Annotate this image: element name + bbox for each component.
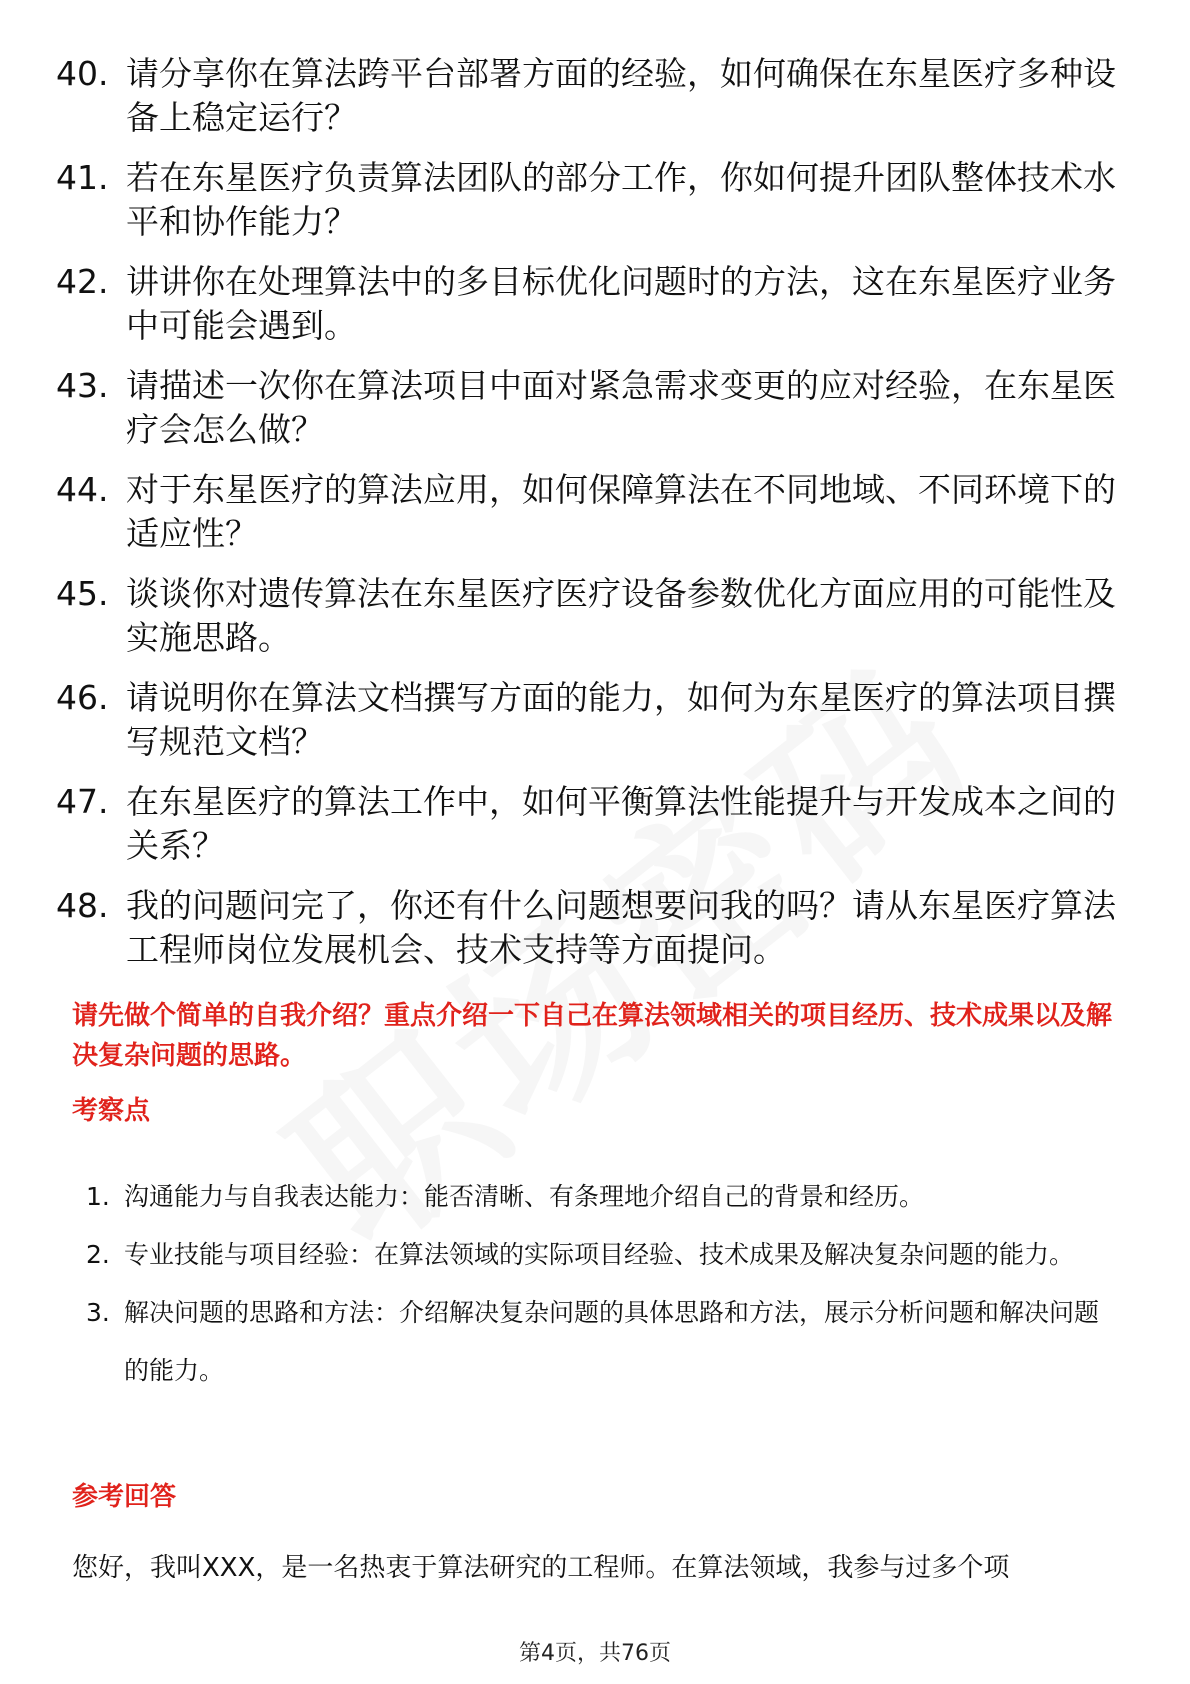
question-number: 41.	[56, 158, 109, 197]
list-number: 3.	[86, 1298, 110, 1327]
list-text: 解决问题的思路和方法：介绍解决复杂问题的具体思路和方法，展示分析问题和解决问题的能力。	[124, 1298, 1100, 1385]
question-number: 48.	[56, 886, 109, 925]
question-number: 45.	[56, 574, 109, 613]
question-number: 40.	[56, 54, 109, 93]
question-item	[56, 572, 1136, 660]
question-number: 47.	[56, 782, 109, 821]
list-text: 沟通能力与自我表达能力：能否清晰、有条理地介绍自己的背景和经历。	[124, 1182, 925, 1211]
question-item	[56, 884, 1136, 972]
question-text: 我的问题问完了，你还有什么问题想要问我的吗？请从东星医疗算法工程师岗位发展机会、技术支持等方面提问。	[126, 886, 1116, 969]
question-list	[56, 52, 1136, 988]
question-item	[56, 468, 1136, 556]
list-number: 1.	[86, 1182, 110, 1211]
question-text: 讲讲你在处理算法中的多目标优化问题时的方法，这在东星医疗业务中可能会遇到。	[126, 262, 1116, 345]
kaochadian-label: 考察点	[72, 1096, 151, 1126]
page-footer: 第4页，共76页	[519, 1641, 671, 1666]
question-number: 43.	[56, 366, 109, 405]
list-item	[86, 1226, 1116, 1284]
question-text: 谈谈你对遗传算法在东星医疗医疗设备参数优化方面应用的可能性及实施思路。	[126, 574, 1116, 657]
list-number: 2.	[86, 1240, 110, 1269]
question-text: 若在东星医疗负责算法团队的部分工作，你如何提升团队整体技术水平和协作能力？	[126, 158, 1116, 241]
question-item	[56, 52, 1136, 140]
question-number: 46.	[56, 678, 109, 717]
section-question-heading: 请先做个简单的自我介绍？重点介绍一下自己在算法领域相关的项目经历、技术成果以及解决复杂问题的思路。	[72, 1001, 1113, 1071]
reference-answer-label: 参考回答	[72, 1482, 177, 1512]
list-item	[86, 1284, 1116, 1400]
reference-answer-text: 您好，我叫XXX，是一名热衷于算法研究的工程师。在算法领域，我参与过多个项	[72, 1553, 1010, 1583]
points-list	[86, 1168, 1116, 1400]
question-text: 请说明你在算法文档撰写方面的能力，如何为东星医疗的算法项目撰写规范文档？	[126, 678, 1116, 761]
list-item	[86, 1168, 1116, 1226]
list-text: 专业技能与项目经验：在算法领域的实际项目经验、技术成果及解决复杂问题的能力。	[124, 1240, 1075, 1269]
question-item	[56, 780, 1136, 868]
question-item	[56, 156, 1136, 244]
question-item	[56, 676, 1136, 764]
question-text: 在东星医疗的算法工作中，如何平衡算法性能提升与开发成本之间的关系？	[126, 782, 1116, 865]
question-number: 44.	[56, 470, 109, 509]
question-text: 对于东星医疗的算法应用，如何保障算法在不同地域、不同环境下的适应性？	[126, 470, 1116, 553]
question-text: 请分享你在算法跨平台部署方面的经验，如何确保在东星医疗多种设备上稳定运行？	[126, 54, 1116, 137]
question-item	[56, 260, 1136, 348]
question-number: 42.	[56, 262, 109, 301]
question-item	[56, 364, 1136, 452]
question-text: 请描述一次你在算法项目中面对紧急需求变更的应对经验，在东星医疗会怎么做？	[126, 366, 1116, 449]
